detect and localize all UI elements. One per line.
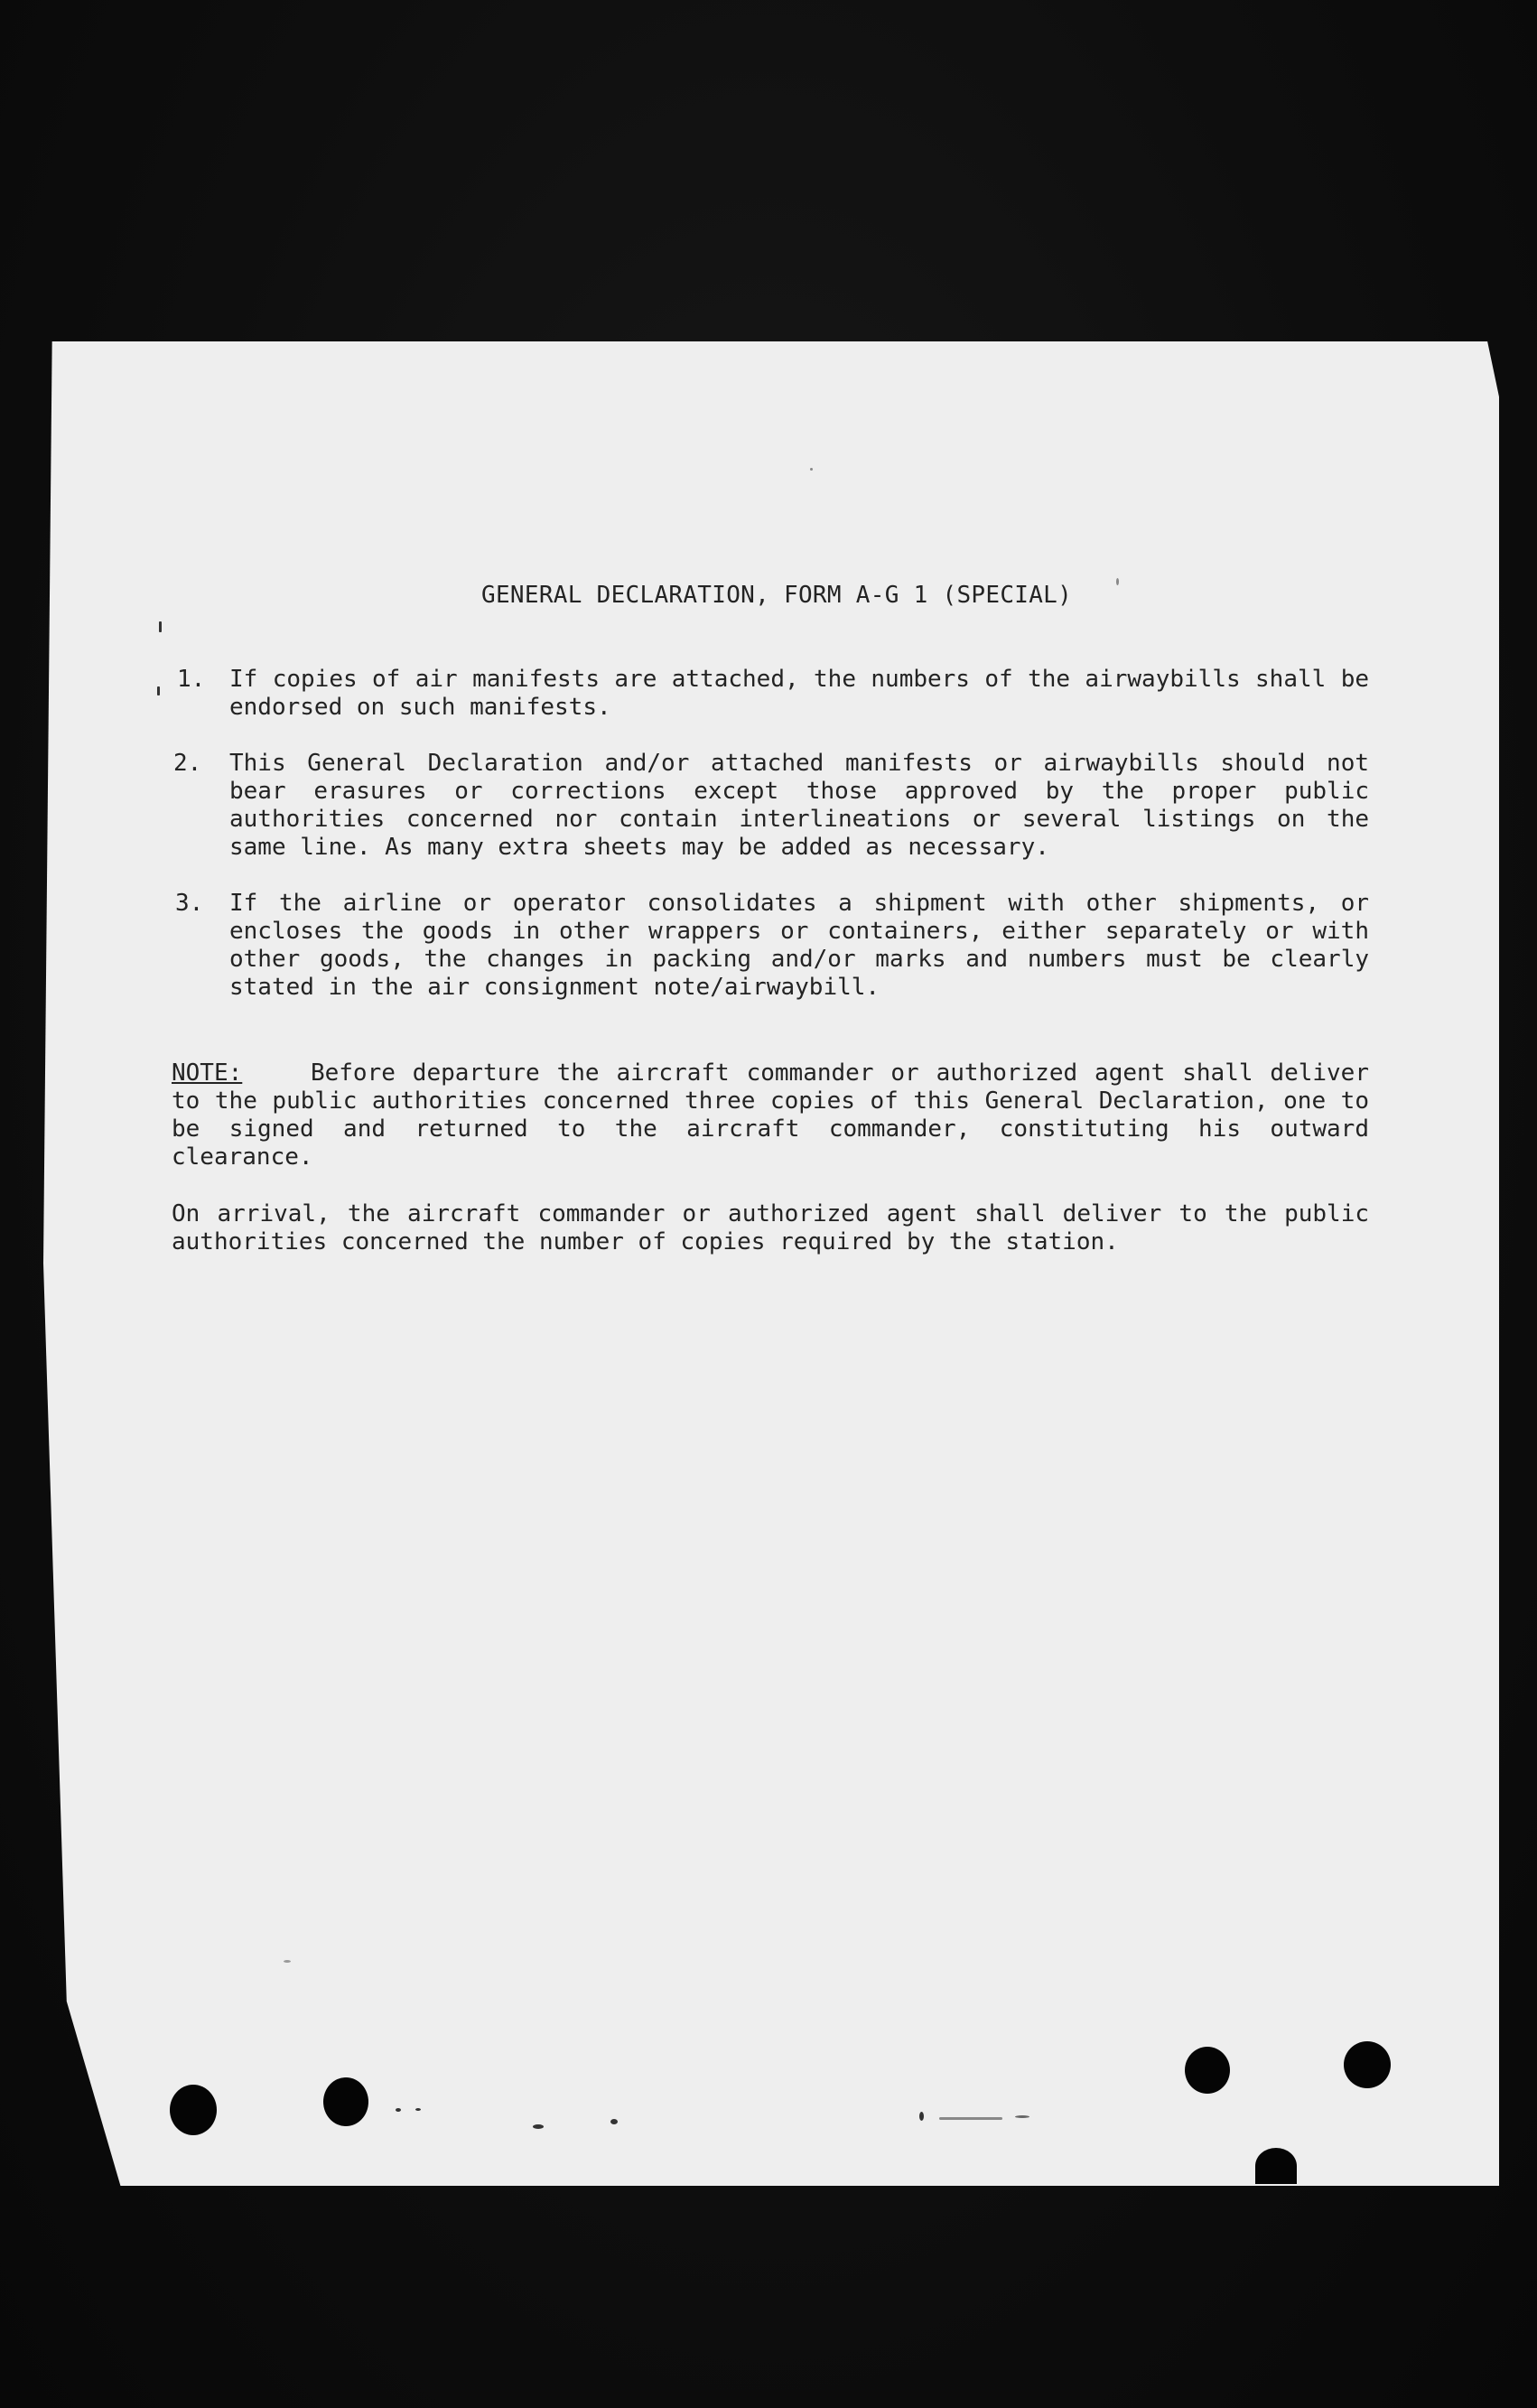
- scan-speck: [610, 2119, 618, 2124]
- scan-speck: [810, 468, 813, 471]
- note-text: Before departure the aircraft commander or authorized agent shall deliver to the public authorities concerned three copies of this General Declaration, one to be signed and returned to the aircraft commander, constituting his outward clearance.: [172, 1059, 1369, 1171]
- scan-speck: [1015, 2115, 1029, 2118]
- item-1-text: If copies of air manifests are attached, the numbers of the airwaybills shall be endorsed on such manifests.: [229, 666, 1369, 721]
- scan-speck: [396, 2108, 401, 2112]
- punch-hole: [170, 2085, 217, 2135]
- scan-speck: [919, 2112, 924, 2121]
- item-2-text: This General Declaration and/or attached manifests or airwaybills should not bear erasures or corrections except those approved by the proper public authorities concerned nor contain interlineations or several listings on the same line. As many extra sheets may be added as necessary.: [229, 750, 1369, 861]
- scan-speck: [939, 2117, 1002, 2120]
- punch-hole: [323, 2077, 368, 2126]
- item-3-number: 3.: [175, 890, 204, 917]
- scan-speck: [284, 1960, 291, 1963]
- scan-speck: [1116, 578, 1119, 585]
- margin-tick-mark: [157, 686, 160, 695]
- punch-hole: [1344, 2041, 1391, 2088]
- paper-sheet: [43, 341, 1499, 2186]
- item-1-number: 1.: [177, 666, 206, 693]
- margin-tick-mark: [159, 621, 162, 632]
- item-3-text: If the airline or operator consolidates a shipment with other shipments, or encloses the goods in other wrappers or containers, either separately or with other goods, the changes in packing and/or marks and numbers must be clearly stated in the air consignment note/airwaybill.: [229, 890, 1369, 1001]
- scan-speck: [533, 2124, 544, 2129]
- punch-hole: [1255, 2148, 1297, 2184]
- note-label: NOTE:: [172, 1059, 243, 1087]
- note-paragraph: [172, 1059, 1369, 1171]
- arrival-paragraph: On arrival, the aircraft commander or authorized agent shall deliver to the public authorities concerned the number of copies required by the station.: [172, 1200, 1369, 1255]
- document-title: GENERAL DECLARATION, FORM A-G 1 (SPECIAL): [481, 582, 1073, 609]
- item-2-number: 2.: [173, 750, 202, 777]
- punch-hole: [1185, 2047, 1230, 2094]
- scan-speck: [415, 2108, 421, 2111]
